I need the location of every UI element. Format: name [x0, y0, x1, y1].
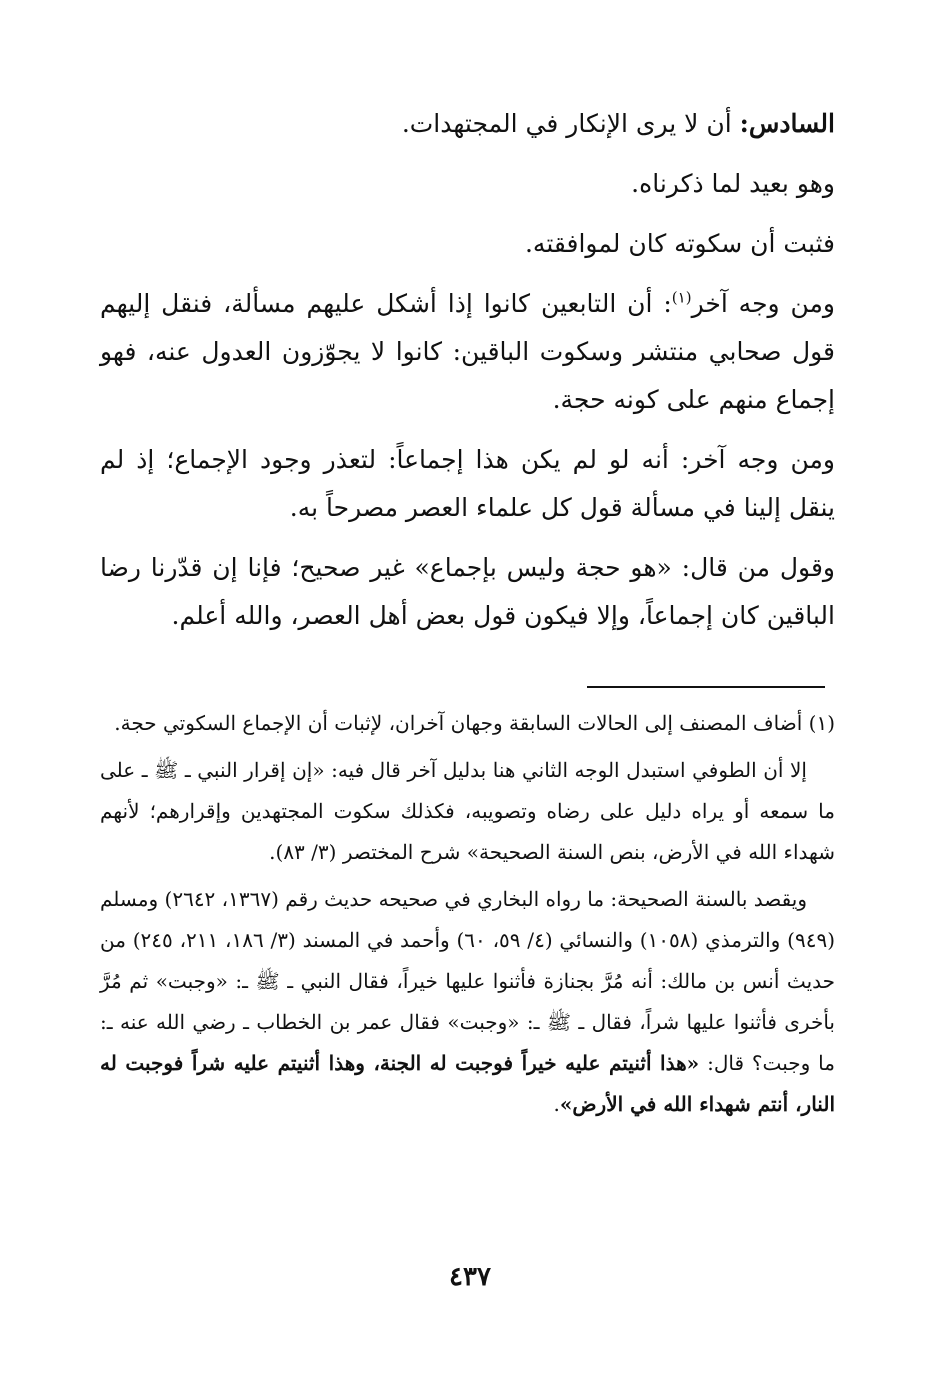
- footnote-sunnah-text: ويقصد بالسنة الصحيحة: ما رواه البخاري في صحيحه حديث رقم (١٣٦٧، ٢٦٤٢) ومسلم (٩٤٩) والترمذي (١٠٥٨) والنسائي (٤/ ٥٩، ٦٠) وأحمد في المسند (٣/ ١٨٦، ٢١١، ٢٤٥) من حديث أنس بن مالك: أنه مُرَّ بجنازة فأثنوا عليها خيراً، فقال النبي ـ ﷺ ـ: «وجبت» ثم مُرَّ بأخرى فأثنوا عليها شراً، فقال ـ ﷺ ـ: «وجبت» فقال عمر بن الخطاب ـ رضي الله عنه ـ: ما وجبت؟ قال:: [100, 887, 835, 1075]
- footnote-sunnah-end: .: [553, 1092, 560, 1116]
- paragraph-far: وهو بعيد لما ذكرناه.: [631, 169, 835, 198]
- footnote-reference[interactable]: (١): [671, 288, 692, 307]
- main-text: [100, 100, 835, 640]
- paragraph-refutation: وقول من قال: «هو حجة وليس بإجماع» غير صحيح؛ فإنا إن قدّرنا رضا الباقين كان إجماعاً، وإلا فيكون قول بعض أهل العصر، والله أعلم.: [100, 553, 835, 630]
- paragraph-conclusion: فثبت أن سكوته كان لموافقته.: [524, 229, 835, 258]
- paragraph-another-aspect-2: ومن وجه آخر: أنه لو لم يكن هذا إجماعاً: لتعذر وجود الإجماع؛ إذ لم ينقل إلينا في مسألة قول كل علماء العصر مصرحاً به.: [100, 445, 835, 522]
- footnotes: [100, 703, 835, 1125]
- sixth-label: السادس:: [739, 109, 835, 138]
- paragraph-another-aspect-1: [100, 280, 835, 424]
- footnote-1: (١) أضاف المصنف إلى الحالات السابقة وجهان آخران، لإثبات أن الإجماع السكوتي حجة.: [114, 711, 835, 735]
- sixth-text: أن لا يرى الإنكار في المجتهدات.: [401, 109, 732, 138]
- footnote-sunnah: [100, 879, 835, 1125]
- footnote-hadith-quote: «هذا أثنيتم عليه خيراً فوجبت له الجنة، وهذا أثنيتم عليه شراً فوجبت له النار، أنتم شهداء الله في الأرض»: [100, 1051, 835, 1116]
- footnote-separator: [587, 686, 825, 688]
- paragraph-sixth: [100, 100, 835, 148]
- page-number: ٤٣٧: [449, 1262, 491, 1292]
- aspect-1-start: ومن وجه آخر: [691, 289, 835, 318]
- footnote-tufi: إلا أن الطوفي استبدل الوجه الثاني هنا بدليل آخر قال فيه: «إن إقرار النبي ـ ﷺ ـ على ما سمعه أو يراه دليل على رضاه وتصويبه، فكذلك سكوت المجتهدين وإقرارهم؛ لأنهم شهداء الله في الأرض، بنص السنة الصحيحة» شرح المختصر (٣/ ٨٣).: [100, 758, 835, 864]
- aspect-1-rest: : أن التابعين كانوا إذا أشكل عليهم مسألة، فنقل إليهم قول صحابي منتشر وسكوت الباقين: كانوا لا يجوّزون العدول عنه، فهو إجماع منهم على كونه حجة.: [100, 289, 835, 414]
